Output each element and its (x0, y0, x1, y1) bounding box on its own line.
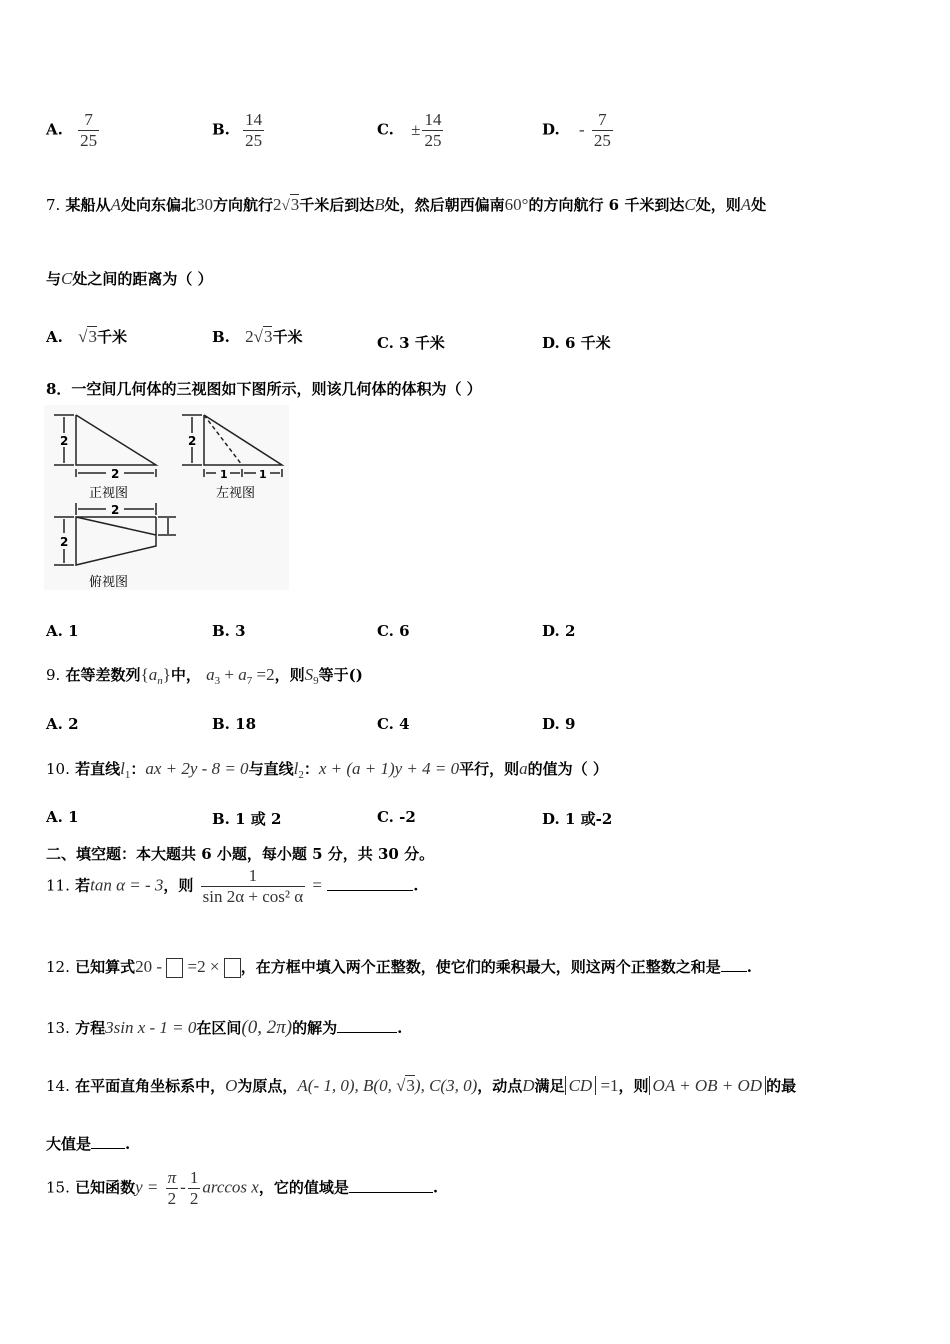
answer-blank[interactable] (349, 1192, 433, 1193)
text: 处之间的距离为（ ） (72, 270, 213, 288)
math: 30 (195, 195, 213, 214)
denominator: 2 (167, 1189, 177, 1208)
answer-blank[interactable] (721, 971, 747, 972)
three-view-figure (44, 405, 289, 590)
text: 的值为（ ） (527, 760, 608, 778)
denominator: 25 (593, 131, 611, 150)
fraction (78, 110, 99, 151)
math: OA + OB + OD (649, 1076, 767, 1095)
math: tan α = - 3 (90, 875, 164, 895)
math: A (740, 195, 752, 214)
denominator: sin 2α + cos² α (202, 887, 304, 906)
math: =2 × (183, 957, 224, 976)
sign: - (578, 119, 585, 139)
math: 2 (245, 327, 254, 346)
option-label: A. (46, 622, 63, 640)
q9-option-a[interactable] (46, 715, 79, 733)
text: ，则 (618, 1077, 649, 1095)
math: = (312, 875, 322, 895)
option-text: 2 (564, 622, 576, 640)
text: 已知函数 (75, 1178, 136, 1197)
text: 方程 (75, 1019, 106, 1037)
denominator: 2 (189, 1189, 199, 1208)
option-label: B. (212, 715, 230, 733)
dim-label: 2 (60, 535, 69, 549)
q12-stem (46, 956, 752, 978)
math: a (148, 665, 158, 684)
text: . (125, 1135, 131, 1153)
top-view-label: 俯视图 (89, 575, 129, 590)
question-number: 15. (46, 1178, 70, 1197)
option-text: 3 千米 (399, 334, 445, 352)
math: l (120, 759, 125, 778)
denominator: 25 (80, 131, 98, 150)
text: ，在方框中填入两个正整数，使它们的乘积最大，则这两个正整数之和是 (240, 958, 721, 976)
math: a (519, 759, 528, 778)
denominator: 25 (245, 131, 263, 150)
math: ax + 2y - 8 = 0 (145, 759, 249, 778)
option-label: B. (212, 622, 230, 640)
denominator: 25 (424, 131, 442, 150)
option-label: D. (542, 622, 560, 640)
math-subscript: 9 (313, 675, 319, 687)
text: ： (130, 760, 146, 778)
q8-stem (46, 378, 482, 399)
q13-stem (46, 1017, 402, 1039)
text: 大值是 (46, 1135, 92, 1153)
dim-label: 1 (220, 468, 228, 481)
numerator: 14 (245, 110, 263, 129)
option-text: 9 (564, 715, 576, 733)
q8-option-c[interactable] (377, 622, 410, 640)
math: A (110, 195, 121, 214)
q7-option-d[interactable] (542, 332, 611, 353)
text: . (397, 1019, 403, 1037)
text: 在区间 (196, 1019, 242, 1037)
text: 处 (751, 196, 767, 214)
math: y = (135, 1177, 159, 1197)
q11-stem (46, 866, 418, 907)
q10-option-c[interactable] (377, 808, 416, 826)
math: CD (565, 1076, 597, 1095)
text: 为原点， (237, 1077, 298, 1095)
text: 在等差数列 (65, 666, 141, 684)
math: B (374, 195, 385, 214)
math: 3 (406, 1076, 415, 1095)
text: 中， (170, 666, 201, 684)
option-label: B. (212, 120, 230, 139)
math: 2 (272, 195, 282, 214)
q7-option-b[interactable]: B. 2√3千米 (212, 327, 303, 346)
math: a (238, 665, 247, 684)
q15-stem (46, 1168, 438, 1209)
math: =1 (596, 1076, 619, 1095)
option-label: C. (377, 715, 394, 733)
text: 等于() (318, 666, 363, 684)
q7-option-c[interactable] (377, 332, 445, 353)
text: 处，然后朝西偏南 (384, 196, 505, 214)
q9-option-c[interactable] (377, 715, 410, 733)
option-label: D. (542, 715, 560, 733)
q6-option-b[interactable] (212, 110, 266, 151)
question-number: 11. (46, 876, 70, 895)
text: 千米 (96, 328, 127, 346)
question-number: 7. (46, 196, 61, 214)
q8-option-b[interactable] (212, 622, 246, 640)
option-label: D. (542, 120, 560, 139)
q14-stem-line2 (46, 1133, 130, 1154)
option-label: D. (542, 334, 560, 352)
sign: ± (411, 119, 421, 139)
option-text: 1 (68, 808, 79, 826)
math-subscript: 2 (298, 769, 304, 781)
q10-option-a[interactable] (46, 808, 79, 826)
numerator: π (167, 1168, 177, 1187)
question-number: 14. (46, 1077, 70, 1095)
option-text: 6 (399, 622, 410, 640)
text: 若直线 (75, 760, 121, 778)
numerator: 1 (189, 1168, 199, 1187)
dim-label: 2 (111, 503, 120, 517)
question-stem: 8．一空间几何体的三视图如下图所示，则该几何体的体积为（ ） (46, 380, 482, 398)
answer-blank[interactable] (91, 1148, 125, 1149)
question-number: 10. (46, 760, 70, 778)
fraction (188, 1168, 201, 1209)
q6-option-a[interactable] (46, 110, 101, 151)
blank-box[interactable] (224, 958, 241, 978)
text: 的解为 (292, 1019, 338, 1037)
option-label: C. (377, 334, 394, 352)
math: 20 - (135, 957, 167, 976)
math: O (225, 1076, 238, 1095)
dim-label: 2 (111, 467, 120, 481)
math: C (61, 269, 73, 288)
q9-option-b[interactable] (212, 715, 256, 733)
text: 某船从 (65, 196, 111, 214)
math: x + (a + 1)y + 4 = 0 (318, 759, 460, 778)
math-subscript: 1 (124, 769, 131, 781)
text: 千米 (272, 328, 303, 346)
question-number: 12. (46, 958, 70, 976)
math: 60° (504, 195, 529, 214)
section-title (46, 843, 434, 864)
option-label: A. (46, 328, 63, 346)
math-subscript: 3 (214, 675, 221, 687)
math: 3sin x - 1 = 0 (105, 1018, 197, 1037)
fraction (243, 110, 264, 151)
q7-stem-line2 (46, 268, 213, 289)
math: 3 (263, 327, 273, 346)
numerator: 1 (248, 866, 258, 885)
text: 千米后到达 (299, 196, 375, 214)
numerator: 7 (598, 110, 607, 129)
option-label: A. (46, 715, 63, 733)
math: =2 (252, 665, 275, 684)
q14-stem-line1: 14. 在平面直角坐标系中，O为原点，A(- 1, 0), B(0, √3), C(3, 0)，动点D满足 CD =1，则 OA + OB + OD 的最 (46, 1076, 797, 1095)
text: ： (303, 760, 319, 778)
dim-label: 2 (60, 434, 69, 448)
q7-stem-line1: 7. 某船从A处向东偏北30方向航行2√3千米后到达B处，然后朝西偏南60°的方向航行 6 千米到达C处，则A处 (46, 195, 767, 214)
answer-blank[interactable] (327, 890, 413, 891)
option-label: C. (377, 808, 394, 826)
q10-option-d[interactable] (542, 808, 612, 829)
text: 的最 (766, 1077, 797, 1095)
option-text: 1 或 2 (235, 810, 282, 828)
math: 3 (290, 195, 300, 214)
text: 满足 (534, 1077, 565, 1095)
text: 处向东偏北 (120, 196, 196, 214)
front-view-label: 正视图 (89, 486, 129, 501)
math: 3 (88, 327, 97, 346)
text: ，则 (163, 876, 194, 895)
math: arccos x (202, 1177, 259, 1197)
text: 的方向航行 6 千米到达 (528, 196, 685, 214)
option-label: B. (212, 810, 230, 828)
option-label: C. (377, 622, 394, 640)
q7-option-a[interactable]: A. √3千米 (46, 327, 127, 346)
text: 处，则 (695, 196, 741, 214)
math: l (293, 759, 299, 778)
dim-label: 2 (188, 434, 197, 448)
fraction (422, 110, 443, 151)
text: 已知算式 (75, 958, 136, 976)
option-label: A. (46, 120, 63, 139)
side-view-label: 左视图 (216, 486, 256, 501)
text: 平行，则 (459, 760, 520, 778)
q9-option-d[interactable] (542, 715, 575, 733)
math: (0, 2π) (241, 1017, 293, 1038)
option-text: 6 千米 (564, 334, 611, 352)
math: S (304, 665, 314, 684)
q8-option-d[interactable] (542, 622, 575, 640)
question-number: 9. (46, 666, 61, 684)
q8-option-a[interactable] (46, 622, 79, 640)
fraction (166, 1168, 179, 1209)
q6-option-d[interactable] (542, 110, 615, 151)
math-subscript: 7 (246, 675, 253, 687)
option-text: 1 或-2 (564, 810, 613, 828)
text: 若 (75, 876, 91, 895)
text: . (413, 876, 419, 895)
text: . (432, 1178, 439, 1197)
option-label: A. (46, 808, 63, 826)
math: D (522, 1076, 535, 1095)
text: 与 (46, 270, 62, 288)
option-label: B. (212, 328, 230, 346)
option-label: D. (542, 810, 560, 828)
text: 方向航行 (212, 196, 273, 214)
dim-label: 1 (259, 468, 267, 481)
math: + (220, 665, 239, 684)
option-text: -2 (399, 808, 416, 826)
numerator: 14 (424, 110, 442, 129)
option-text: 4 (399, 715, 410, 733)
math: - (180, 1177, 186, 1197)
answer-blank[interactable] (337, 1032, 397, 1033)
text: . (746, 958, 752, 976)
math-subscript: n (157, 675, 163, 687)
math: a (206, 665, 215, 684)
math: C (684, 195, 696, 214)
text: ，则 (274, 666, 305, 684)
numerator: 7 (84, 110, 93, 129)
option-label: C. (377, 120, 394, 139)
text: ，它的值域是 (258, 1178, 349, 1197)
fraction (592, 110, 613, 151)
q10-option-b[interactable] (212, 808, 281, 829)
text: 在平面直角坐标系中， (75, 1077, 226, 1095)
text: ，动点 (477, 1077, 523, 1095)
option-text: 3 (235, 622, 246, 640)
q6-option-c[interactable] (377, 110, 445, 151)
q10-stem (46, 758, 608, 781)
option-text: 1 (68, 622, 79, 640)
text: 与直线 (248, 760, 294, 778)
fraction (201, 866, 306, 907)
option-text: 2 (68, 715, 79, 733)
blank-box[interactable] (166, 958, 183, 978)
section-heading: 二、填空题：本大题共 6 小题，每小题 5 分，共 30 分。 (46, 845, 435, 863)
option-text: 18 (235, 715, 257, 733)
q9-stem: 9. 在等差数列$\{a_n\}$中， $a_3 + a_7 =2$，则$S_9$等于() (46, 665, 363, 687)
question-number: 13. (46, 1019, 70, 1037)
math: A(- 1, 0), B(0, (297, 1076, 397, 1095)
math: ), C(3, 0) (414, 1076, 478, 1095)
